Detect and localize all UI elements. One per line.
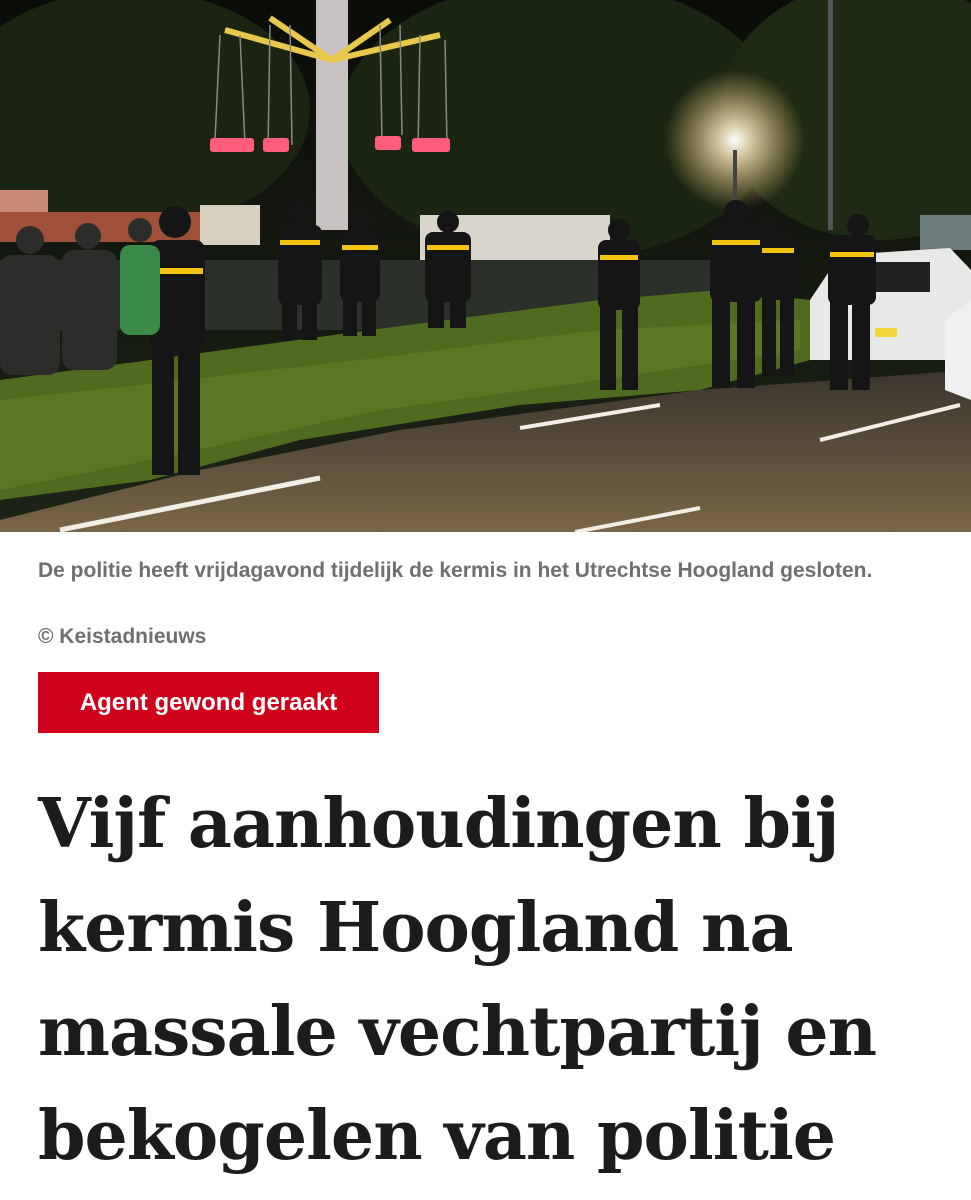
article-headline: Vijf aanhoudingen bij kermis Hoogland na massale vechtpartij en bekogelen van politie [38,784,877,1176]
photo-caption: De politie heeft vrijdagavond tijdelijk de kermis in het Utrechtse Hoogland gesloten. [38,559,873,582]
article-hero-photo [0,0,971,532]
photo-credit: © Keistadnieuws [38,625,207,648]
hero-photo-illustration [0,0,971,532]
article-tag-badge[interactable]: Agent gewond geraakt [38,672,379,733]
